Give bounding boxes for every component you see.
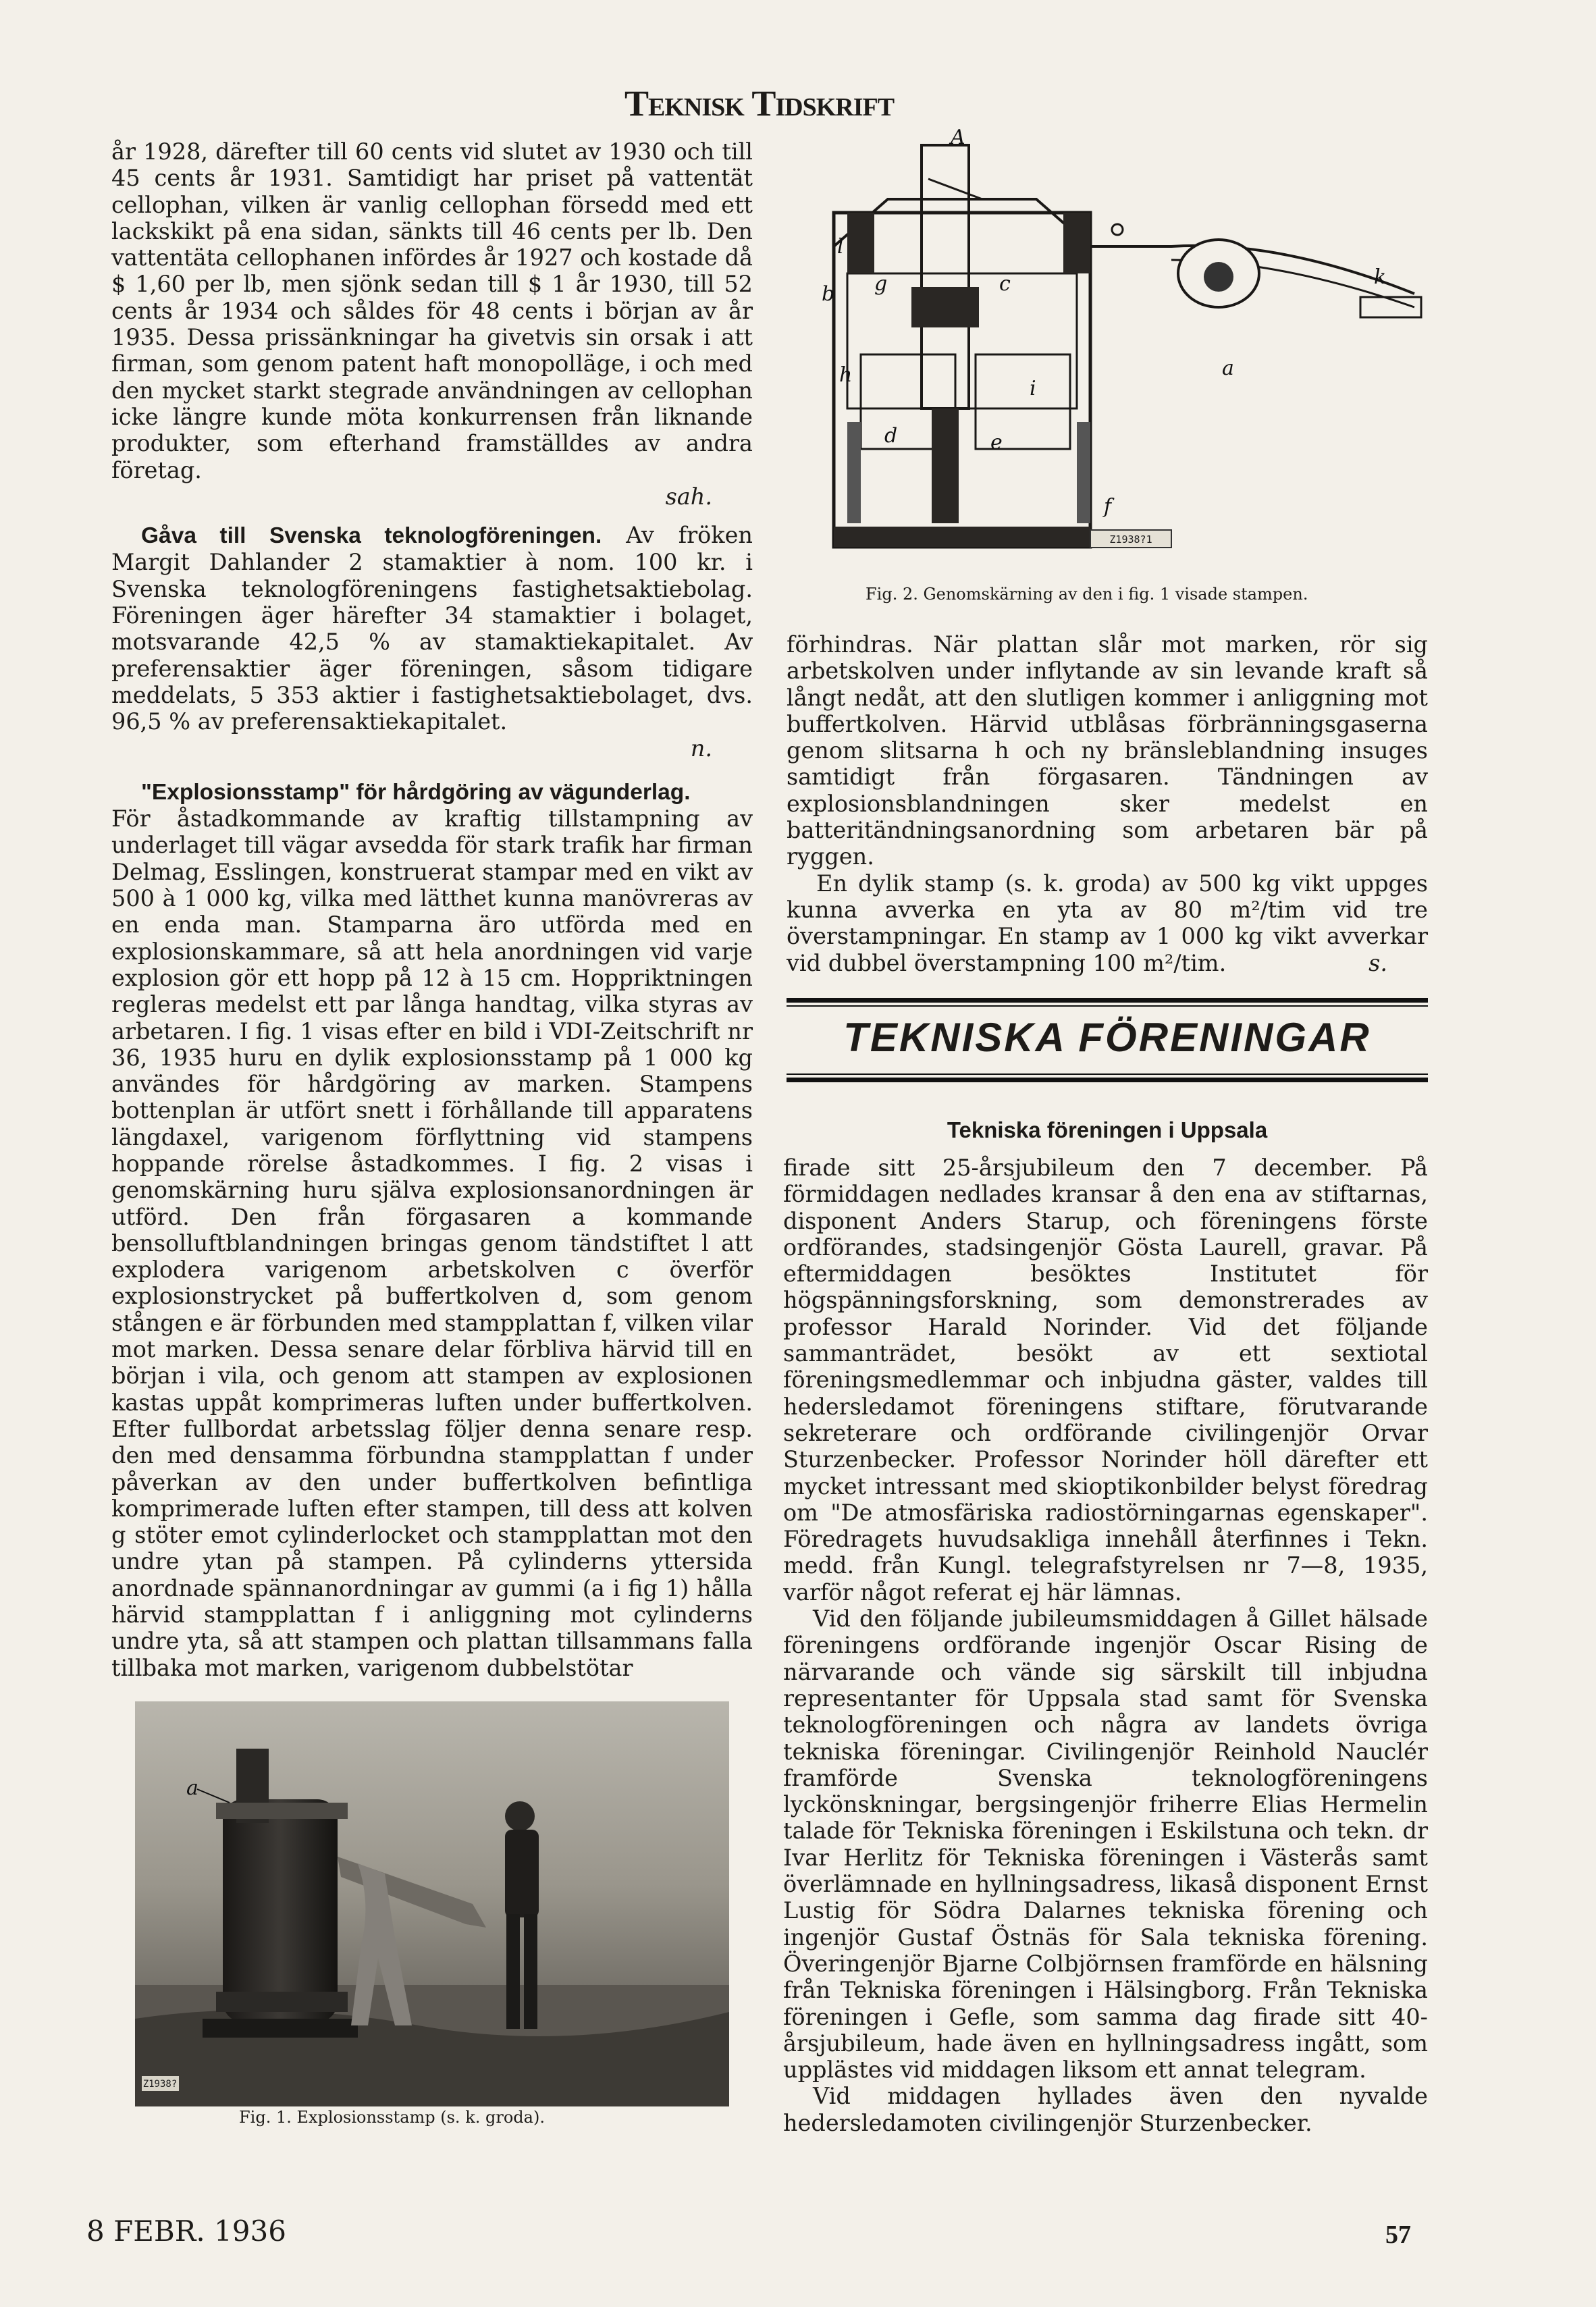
footer-date: 8 FEBR. 1936 (86, 2215, 286, 2248)
figure-2-label-0: A (951, 126, 965, 149)
section-title: TEKNISKA FÖRENINGAR (843, 1015, 1371, 1060)
figure-1-plate-number: Z1938? (142, 2079, 178, 2090)
figure-2-label-9: f (1104, 495, 1112, 519)
section-rule-bottom (787, 1078, 1428, 1082)
signature-s: s. (1368, 949, 1387, 976)
figure-2-label-5: h (839, 363, 853, 387)
figure-2-label-4: c (999, 272, 1011, 296)
article-explosionsstamp-text: För åstadkommande av kraftig tillstampning av underlaget till vägar avsedda för stark trafik har firman Delmag, Esslingen, konstruerat stampar med en vikt av 500 à 1 000 kg, vilka med lätthet kunna manövreras av en enda man. Stamparna äro utförda med en explosionskammare, så att hela anordningen vid varje explosion gör ett hopp på 12 à 15 cm. Hoppriktningen regleras medelst ett par långa handtag, vilka styras av arbetaren. I fig. 1 visas efter en bild i VDI-Zeitschrift nr 36, 1935 huru en dylik explosionsstamp på 1 000 kg användes för hårdgöring av marken. Stampens bottenplan är utfört snett i förhållande till apparatens längdaxel, varigenom förflyttning vid stampens hoppande rörelse åstadkommes. I fig. 2 visas i genomskärning huru själva explosionsanordningen är utförd. Den från förgasaren a kommande bensolluftblandningen bringas genom tändstiftet l att explodera varigenom arbetskolven c överför explosionstrycket på buffertkolven d, som genom stången e är förbunden med stampplattan f, vilken vilar mot marken. Dessa senare delar förbliva härvid till en början i vila, och genom att stampen av explosionen kastas uppåt komprimeras luften under buffertkolven. Efter fullbordat arbetsslag följer denna senare resp. den med densamma förbundna stampplattan f under påverkan av den under buffertkolven befintliga komprimerade luften efter stampen, till dess att kolven g stöter emot cylinderlocket och stampplattan mot den undre ytan på stampen. På cylinderns yttersida anordnade spännanordningar av gummi (a i fig 1) hålla härvid stampplattan f i anliggning mot cylinderns undre yta, så att stampen och plattan tillsammans falla tillbaka mot marken, varigenom dubbelstötar (111, 805, 753, 1681)
section-rule-top-thin (787, 1005, 1428, 1007)
section-rule-bottom-thin (787, 1073, 1428, 1075)
figure-2-label-2: b (822, 282, 835, 306)
right-column-bottom (783, 1155, 1428, 2136)
signature-sah: sah. (665, 483, 712, 510)
article-gava-heading: Gåva till Svenska teknologföreningen. (141, 523, 602, 549)
uppsala-paragraph-3: Vid middagen hyllades även den nyvalde hedersledamoten civilingenjör Sturzenbecker. (783, 2083, 1428, 2136)
page-number: 57 (1385, 2221, 1411, 2249)
figure-2-label-6: i (1030, 377, 1036, 400)
section-subtitle: Tekniska föreningen i Uppsala (947, 1117, 1268, 1142)
article-explosionsstamp-continued: förhindras. När plattan slår mot marken, rör sig arbetskolven under inflytande av sin levande kraft så långt nedåt, att den slutligen kommer i anliggning mot buffertkolven. Härvid utblåsas förbränningsgaserna genom slitsarna h och ny bränsleblandning insuges samtidigt från förgasaren. Tändningen av explosionsblandningen sker medelst en batteritändningsanordning som arbetaren bär på ryggen. (787, 631, 1428, 870)
right-column-top (787, 631, 1428, 976)
figure-2-label-8: e (990, 431, 1003, 454)
figure-2-image (807, 125, 1462, 564)
figure-2-label-10: k (1374, 265, 1387, 289)
figure-2-caption: Fig. 2. Genomskärning av den i fig. 1 visade stampen. (866, 585, 1308, 604)
figure-1-photo (135, 1701, 729, 2106)
uppsala-paragraph-1: firade sitt 25-årsjubileum den 7 december. På förmiddagen nedlades kransar å den ena av stiftarnas, disponent Anders Starup, och föreningens förste ordförandes, stadsingenjör Gösta Laurell, gravar. På eftermiddagen besöktes Institutet för högspänningsforskning, som demonstrerades av professor Harald Norinder. Vid det följande sammanträdet, besökt av ett sextiotal föreningsmedlemmar och inbjudna gäster, valdes till hedersledamot föreningens stiftare, förutvarande sekreterare och ordförande civilingenjör Orvar Sturzenbecker. Professor Norinder höll därefter ett mycket intressant med skioptikonbilder belyst föredrag om "De atmosfäriska radiostörningarnas egenskaper". Föredragets huvudsakliga innehåll återfinnes i Tekn. medd. från Kungl. telegrafstyrelsen nr 7—8, 1935, varför något referat ej här lämnas. (783, 1155, 1428, 1606)
figure-1-image (135, 1701, 729, 2106)
capacity-text: En dylik stamp (s. k. groda) av 500 kg vikt uppges kunna avverka en yta av 80 m²/tim vid tre överstampningar. En stamp av 1 000 kg vikt avverkar vid dubbel överstampning 100 m²/tim. (787, 870, 1428, 976)
figure-2-label-7: d (884, 424, 898, 448)
section-rule-top (787, 998, 1428, 1003)
article-gava (111, 522, 753, 735)
figure-1-label-a: a (186, 1776, 198, 1800)
figure-2-drawing (807, 125, 1462, 564)
left-column (111, 138, 753, 1681)
figure-2-label-11: a (1222, 356, 1234, 380)
figure-2-plate-number: Z1938?1 (1109, 533, 1152, 546)
masthead: Teknisk Tidskrift (624, 83, 895, 124)
article-gava-text: Av fröken Margit Dahlander 2 stamaktier à nom. 100 kr. i Svenska teknologföreningens fastighetsaktiebolag. Föreningen äger härefter 34 stamaktier i bolaget, motsvarande 42,5 % av stamaktiekapitalet. Av preferensaktier äger föreningen, såsom tidigare meddelats, 5 353 aktier i fastighetsaktiebolaget, dvs. 96,5 % av preferensaktiekapitalet. (111, 522, 753, 735)
signature-n: n. (690, 735, 712, 762)
uppsala-paragraph-2: Vid den följande jubileumsmiddagen å Gillet hälsade föreningens ordförande ingenjör Oscar Rising de närvarande och vände sig särskilt till inbjudna representanter för Uppsala stad samt för Svenska teknologföreningen och några av landets övriga tekniska föreningar. Civilingenjör Reinhold Nauclér framförde Svenska teknologföreningens lyckönskningar, bergsingenjör friherre Elias Hermelin talade för Tekniska föreningen i Eskilstuna och tekn. dr Ivar Herlitz för Tekniska föreningen i Västerås samt överlämnade en hyllningsadress, likaså disponent Ernst Lustig för Södra Dalarnes tekniska förening och ingenjör Gustaf Östnäs för Sala tekniska förening. Överingenjör Bjarne Colbjörnsen framförde en hälsning från Tekniska föreningen i Hälsingborg. Från Tekniska föreningen i Gefle, som samma dag firade sitt 40-årsjubileum, hade även en hyllningsadress ingått, som upplästes vid middagen liksom ett annat telegram. (783, 1606, 1428, 2084)
figure-2-label-3: g (874, 272, 888, 296)
article-explosionsstamp-heading: "Explosionsstamp" för hårdgöring av vägunderlag. (141, 779, 691, 805)
figure-2-label-1: l (837, 235, 844, 259)
figure-1-caption: Fig. 1. Explosionsstamp (s. k. groda). (239, 2108, 545, 2127)
article-cellophane-text: år 1928, därefter till 60 cents vid slutet av 1930 och till 45 cents år 1931. Samtidigt har priset på vattentät cellophan, vilken är vanlig cellophan försedd med ett lackskikt på ena sidan, sänkts till 46 cents per lb. Den vattentäta cellophanen infördes år 1927 och kostade då $ 1,60 per lb, men sjönk sedan till $ 1 år 1930, till 52 cents år 1934 och såldes för 48 cents i början av år 1935. Dessa prissänkningar ha givetvis sin orsak i att firman, som genom patent haft monopolläge, i och med den mycket starkt stegrade användningen av cellophan icke längre kunde möta konkurrensen från liknande produkter, som efterhand framställdes av andra företag. (111, 138, 753, 483)
